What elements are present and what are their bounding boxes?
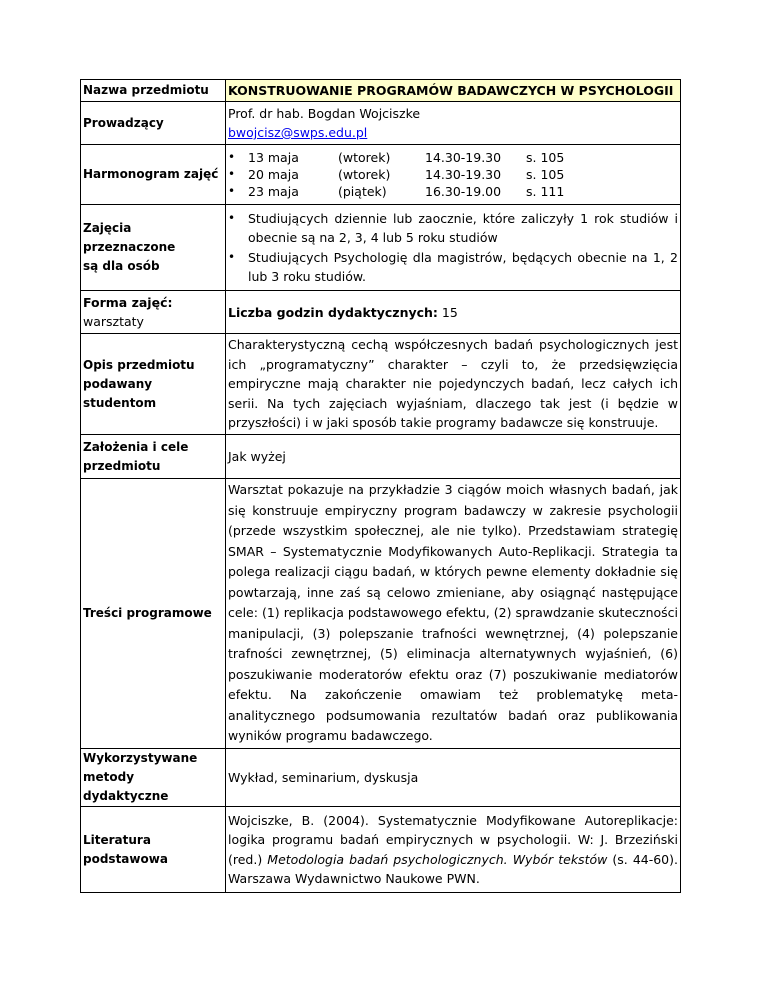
literature-text-2: (s. 44-60). Warszawa Wydawnictwo Naukowe PWN. — [228, 851, 678, 886]
instructor-email-link[interactable]: bwojcisz@swps.edu.pl — [228, 125, 368, 140]
schedule-row — [228, 183, 678, 200]
audience-item — [228, 209, 678, 248]
bullet-icon: • — [228, 249, 236, 264]
literature-label — [81, 807, 226, 893]
schedule-row — [228, 166, 678, 183]
row-description — [81, 334, 681, 435]
literature-book-title: Metodologia badań psychologicznych. Wybór tekstów — [267, 851, 608, 867]
literature-label-line: Literatura — [83, 832, 151, 847]
instructor-cell — [226, 102, 681, 145]
literature-text-1: Wojciszke, B. (2004). Systematycznie Modyfikowane Autoreplikacje: logika programu badań empirycznych w psychologii. W: J. Brzeziński (red.) — [228, 812, 678, 867]
schedule-time: 16.30-19.00 — [425, 184, 502, 199]
schedule-cell — [226, 145, 681, 205]
methods-value: Wykład, seminarium, dyskusja — [226, 749, 681, 807]
hours-cell — [226, 291, 681, 334]
schedule-day: (wtorek) — [338, 167, 391, 182]
audience-item — [228, 248, 678, 287]
course-name-value: KONSTRUOWANIE PROGRAMÓW BADAWCZYCH W PSYCHOLOGII — [226, 80, 681, 102]
goals-label — [81, 435, 226, 479]
literature-label-line: podstawowa — [83, 851, 168, 866]
methods-label-line: metody dydaktyczne — [83, 770, 169, 803]
content-text: Warsztat pokazuje na przykładzie 3 ciągów moich własnych badań, jak się konstruuje empiryczny program badawczy w zakresie psychologii (przede wszystkim społecznej, ale nie tylko). Przedstawiam strategię SMAR – Systematycznie Modyfikowanych Auto-Replikacji. Strategia ta polega realizacji ciągu badań, w których pewne elementy dokładnie się powtarzają, inne zaś są celowo zmieniane, aby osiągnąć następujące cele: (1) replikacja podstawowego efektu, (2) sprawdzanie skuteczności manipulacji, (3) polepszanie trafności wewnętrznej, (4) polepszanie trafności zewnętrznej, (5) eliminacja alternatywnych wyjaśnień, (6) poszukiwanie moderatorów efektu oraz (7) poszukiwanie mediatorów efektu. Na zakończenie omawiam też problematykę meta-analitycznego podsumowania rezultatów badań oraz publikowania wyników programu badawczego. — [226, 479, 681, 749]
goals-value: Jak wyżej — [226, 435, 681, 479]
schedule-room: s. 111 — [526, 184, 565, 199]
schedule-date: 20 maja — [248, 167, 299, 182]
audience-label — [81, 205, 226, 291]
schedule-day: (wtorek) — [338, 150, 391, 165]
audience-text: Studiujących dziennie lub zaocznie, które zaliczyły 1 rok studiów i obecnie są na 2, 3, 4 lub 5 roku studiów — [248, 210, 678, 245]
schedule-date: 23 maja — [248, 184, 299, 199]
row-schedule — [81, 145, 681, 205]
bullet-icon: • — [228, 150, 236, 164]
schedule-label: Harmonogram zajęć — [81, 145, 226, 205]
row-goals — [81, 435, 681, 479]
form-label: Forma zajęć: — [83, 295, 173, 310]
description-text: Charakterystyczną cechą współczesnych badań psychologicznych jest ich „programatyczny” charakter – czyli to, że przedsięwzięcia empiryczne mają charakter nie pojedynczych badań, lecz całych ich serii. Na tych zajęciach wyjaśniam, dlaczego tak jest (i będzie w przyszłości) i w jaki sposób takie programy badawcze się konstruuje. — [226, 334, 681, 435]
bullet-icon: • — [228, 210, 236, 225]
description-label — [81, 334, 226, 435]
description-label-line: Opis przedmiotu — [83, 357, 195, 372]
bullet-icon: • — [228, 184, 236, 198]
goals-label-line: przedmiotu — [83, 458, 161, 473]
audience-text: Studiujących Psychologię dla magistrów, będących obecnie na 1, 2 lub 3 roku studiów. — [248, 249, 678, 284]
audience-label-line: Zajęcia przeznaczone — [83, 221, 176, 254]
schedule-row — [228, 149, 678, 166]
course-name-label: Nazwa przedmiotu — [81, 80, 226, 102]
schedule-date: 13 maja — [248, 150, 299, 165]
form-value: warsztaty — [83, 314, 144, 329]
row-instructor — [81, 102, 681, 145]
syllabus-table — [80, 79, 681, 893]
hours-value: 15 — [441, 304, 458, 320]
instructor-label: Prowadzący — [81, 102, 226, 145]
description-label-line: podawany studentom — [83, 376, 157, 410]
row-audience — [81, 205, 681, 291]
schedule-room: s. 105 — [526, 167, 565, 182]
bullet-icon: • — [228, 167, 236, 181]
form-label-cell — [81, 291, 226, 334]
methods-label-line: Wykorzystywane — [83, 751, 198, 765]
row-form — [81, 291, 681, 334]
row-literature — [81, 807, 681, 893]
audience-label-line: są dla osób — [83, 259, 160, 273]
schedule-room: s. 105 — [526, 150, 565, 165]
schedule-time: 14.30-19.30 — [425, 167, 502, 182]
goals-label-line: Założenia i cele — [83, 439, 189, 454]
instructor-name: Prof. dr hab. Bogdan Wojciszke — [228, 106, 421, 121]
row-course-name — [81, 80, 681, 102]
schedule-time: 14.30-19.30 — [425, 150, 502, 165]
row-methods — [81, 749, 681, 807]
content-label: Treści programowe — [81, 479, 226, 749]
audience-cell — [226, 205, 681, 291]
methods-label — [81, 749, 226, 807]
schedule-day: (piątek) — [338, 184, 387, 199]
hours-label: Liczba godzin dydaktycznych: — [228, 304, 438, 320]
row-content — [81, 479, 681, 749]
literature-cell — [226, 807, 681, 893]
